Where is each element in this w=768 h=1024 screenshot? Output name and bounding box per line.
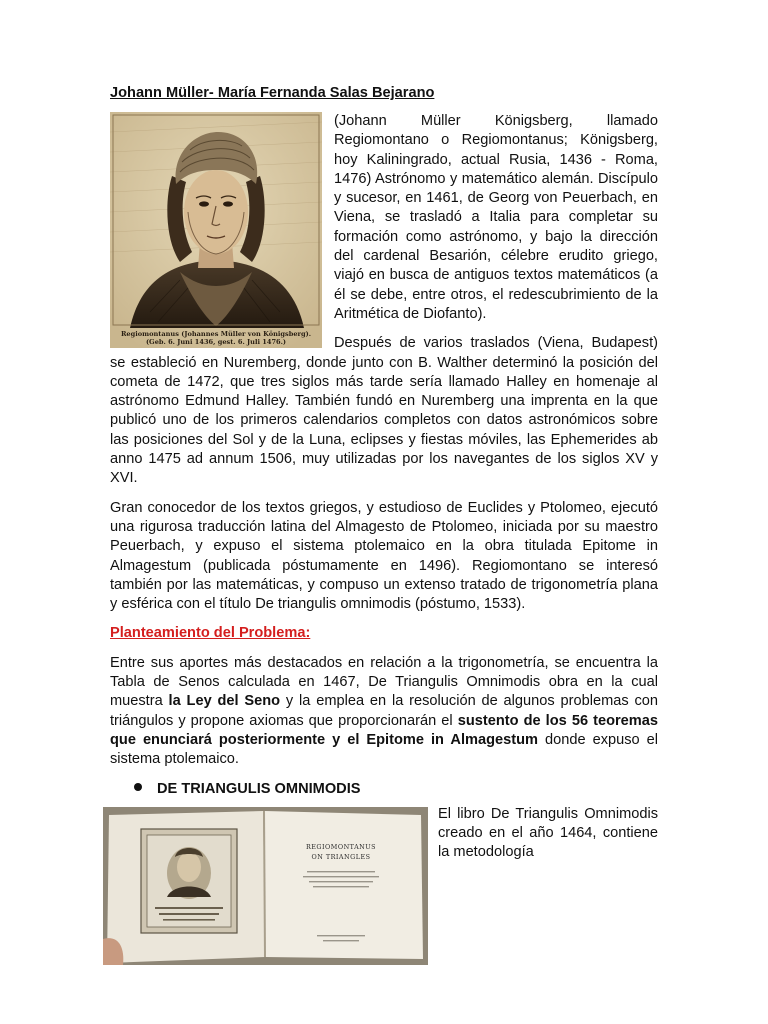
- bullet-item: [110, 780, 658, 799]
- paragraph-book: El libro De Triangulis Omnimodis creado en el año 1464, contiene la metodología: [438, 805, 658, 861]
- paragraph-greek-texts: Gran conocedor de los textos griegos, y estudioso de Euclides y Ptolomeo, ejecutó una rigurosa traducción latina del Almagesto de Ptolomeo, iniciada por su maestro Peuerbach, y expuso el sistema ptolemaico en la obra titulada Epitome in Almagestum (publicada póstumamente en 1496). Regiomontano se interesó también por las matemáticas, y compuso un extenso tratado de trigonometría plana y esférica con el título De triangulis omnimodis (póstumo, 1533).: [110, 499, 658, 613]
- sustento-bold: sustento de los 56 teoremas que enunciará posteriormente y el Epitome in Almagestum: [110, 712, 659, 748]
- document-title: Johann Müller- María Fernanda Salas Bejarano: [110, 85, 435, 101]
- paragraph-intro: (Johann Müller Königsberg, llamado Regiomontano o Regiomontanus; Königsberg, hoy Kaliningrado, actual Rusia, 1436 - Roma, 1476) Astrónomo y matemático alemán. Discípulo y sucesor, en 1461, de Georg von Peuerbach, en Viena, se trasladó a Italia para completar su formación como astrónomo, y bajo la dirección del cardenal Besarión, célebre erudito griego, viajó en busca de antiguos textos matemáticos (a él se debe, entre otros, el redescubrimiento de la Aritmética de Diofanto).: [334, 113, 658, 322]
- section-heading: Planteamiento del Problema:: [110, 625, 311, 642]
- p4-text-1: Entre sus aportes más destacados en relación a la trigonometría, se encuentra la Tabla de Senos calculada en 1467, De Triangulis Omnimodis obra en la cual muestra: [110, 654, 658, 710]
- paragraph-trigonometry: [110, 654, 658, 770]
- book-image: [103, 807, 428, 965]
- bullet-label: DE TRIANGULIS OMNIMODIS: [157, 780, 361, 797]
- book-cover-line2: ON TRIANGLES: [311, 852, 371, 861]
- open-book-photo: [103, 807, 428, 965]
- p4-text-2: y la emplea en la resolución de algunos problemas con triángulos y propone axiomas que proporcionarán el: [110, 693, 658, 729]
- bullet-dot-icon: [134, 783, 142, 791]
- portrait-caption: [110, 330, 322, 346]
- ley-del-seno-bold: la Ley del Seno: [168, 693, 281, 710]
- document-body: [110, 83, 658, 965]
- book-cover-line1: REGIOMONTANUS: [305, 842, 377, 851]
- p4-text-3: donde expuso el sistema ptolemaico.: [110, 731, 658, 768]
- portrait-image: [110, 112, 322, 348]
- paragraph-nuremberg: Después de varios traslados (Viena, Budapest) se estableció en Nuremberg, donde junto con B. Walther determinó la posición del cometa de 1472, que tres siglos más tarde sería llamado Halley en homenaje al astrónomo Edmund Halley. También fundó en Nuremberg una imprenta en la que publicó uno de los primeros calendarios completos con datos astronómicos sobre las posiciones del Sol y de la Luna, eclipses y fiestas móviles, las Ephemerides ab anno 1475 ad annum 1506, muy utilizadas por los navegantes de los siglos XV y XVI.: [110, 335, 658, 487]
- portrait-caption-line1: Regiomontanus (Johannes Müller von Königsberg).: [120, 330, 312, 338]
- portrait-caption-line2: (Geb. 6. Juni 1436, gest. 6. Juli 1476.): [145, 338, 287, 346]
- regiomontanus-engraving: [110, 112, 322, 348]
